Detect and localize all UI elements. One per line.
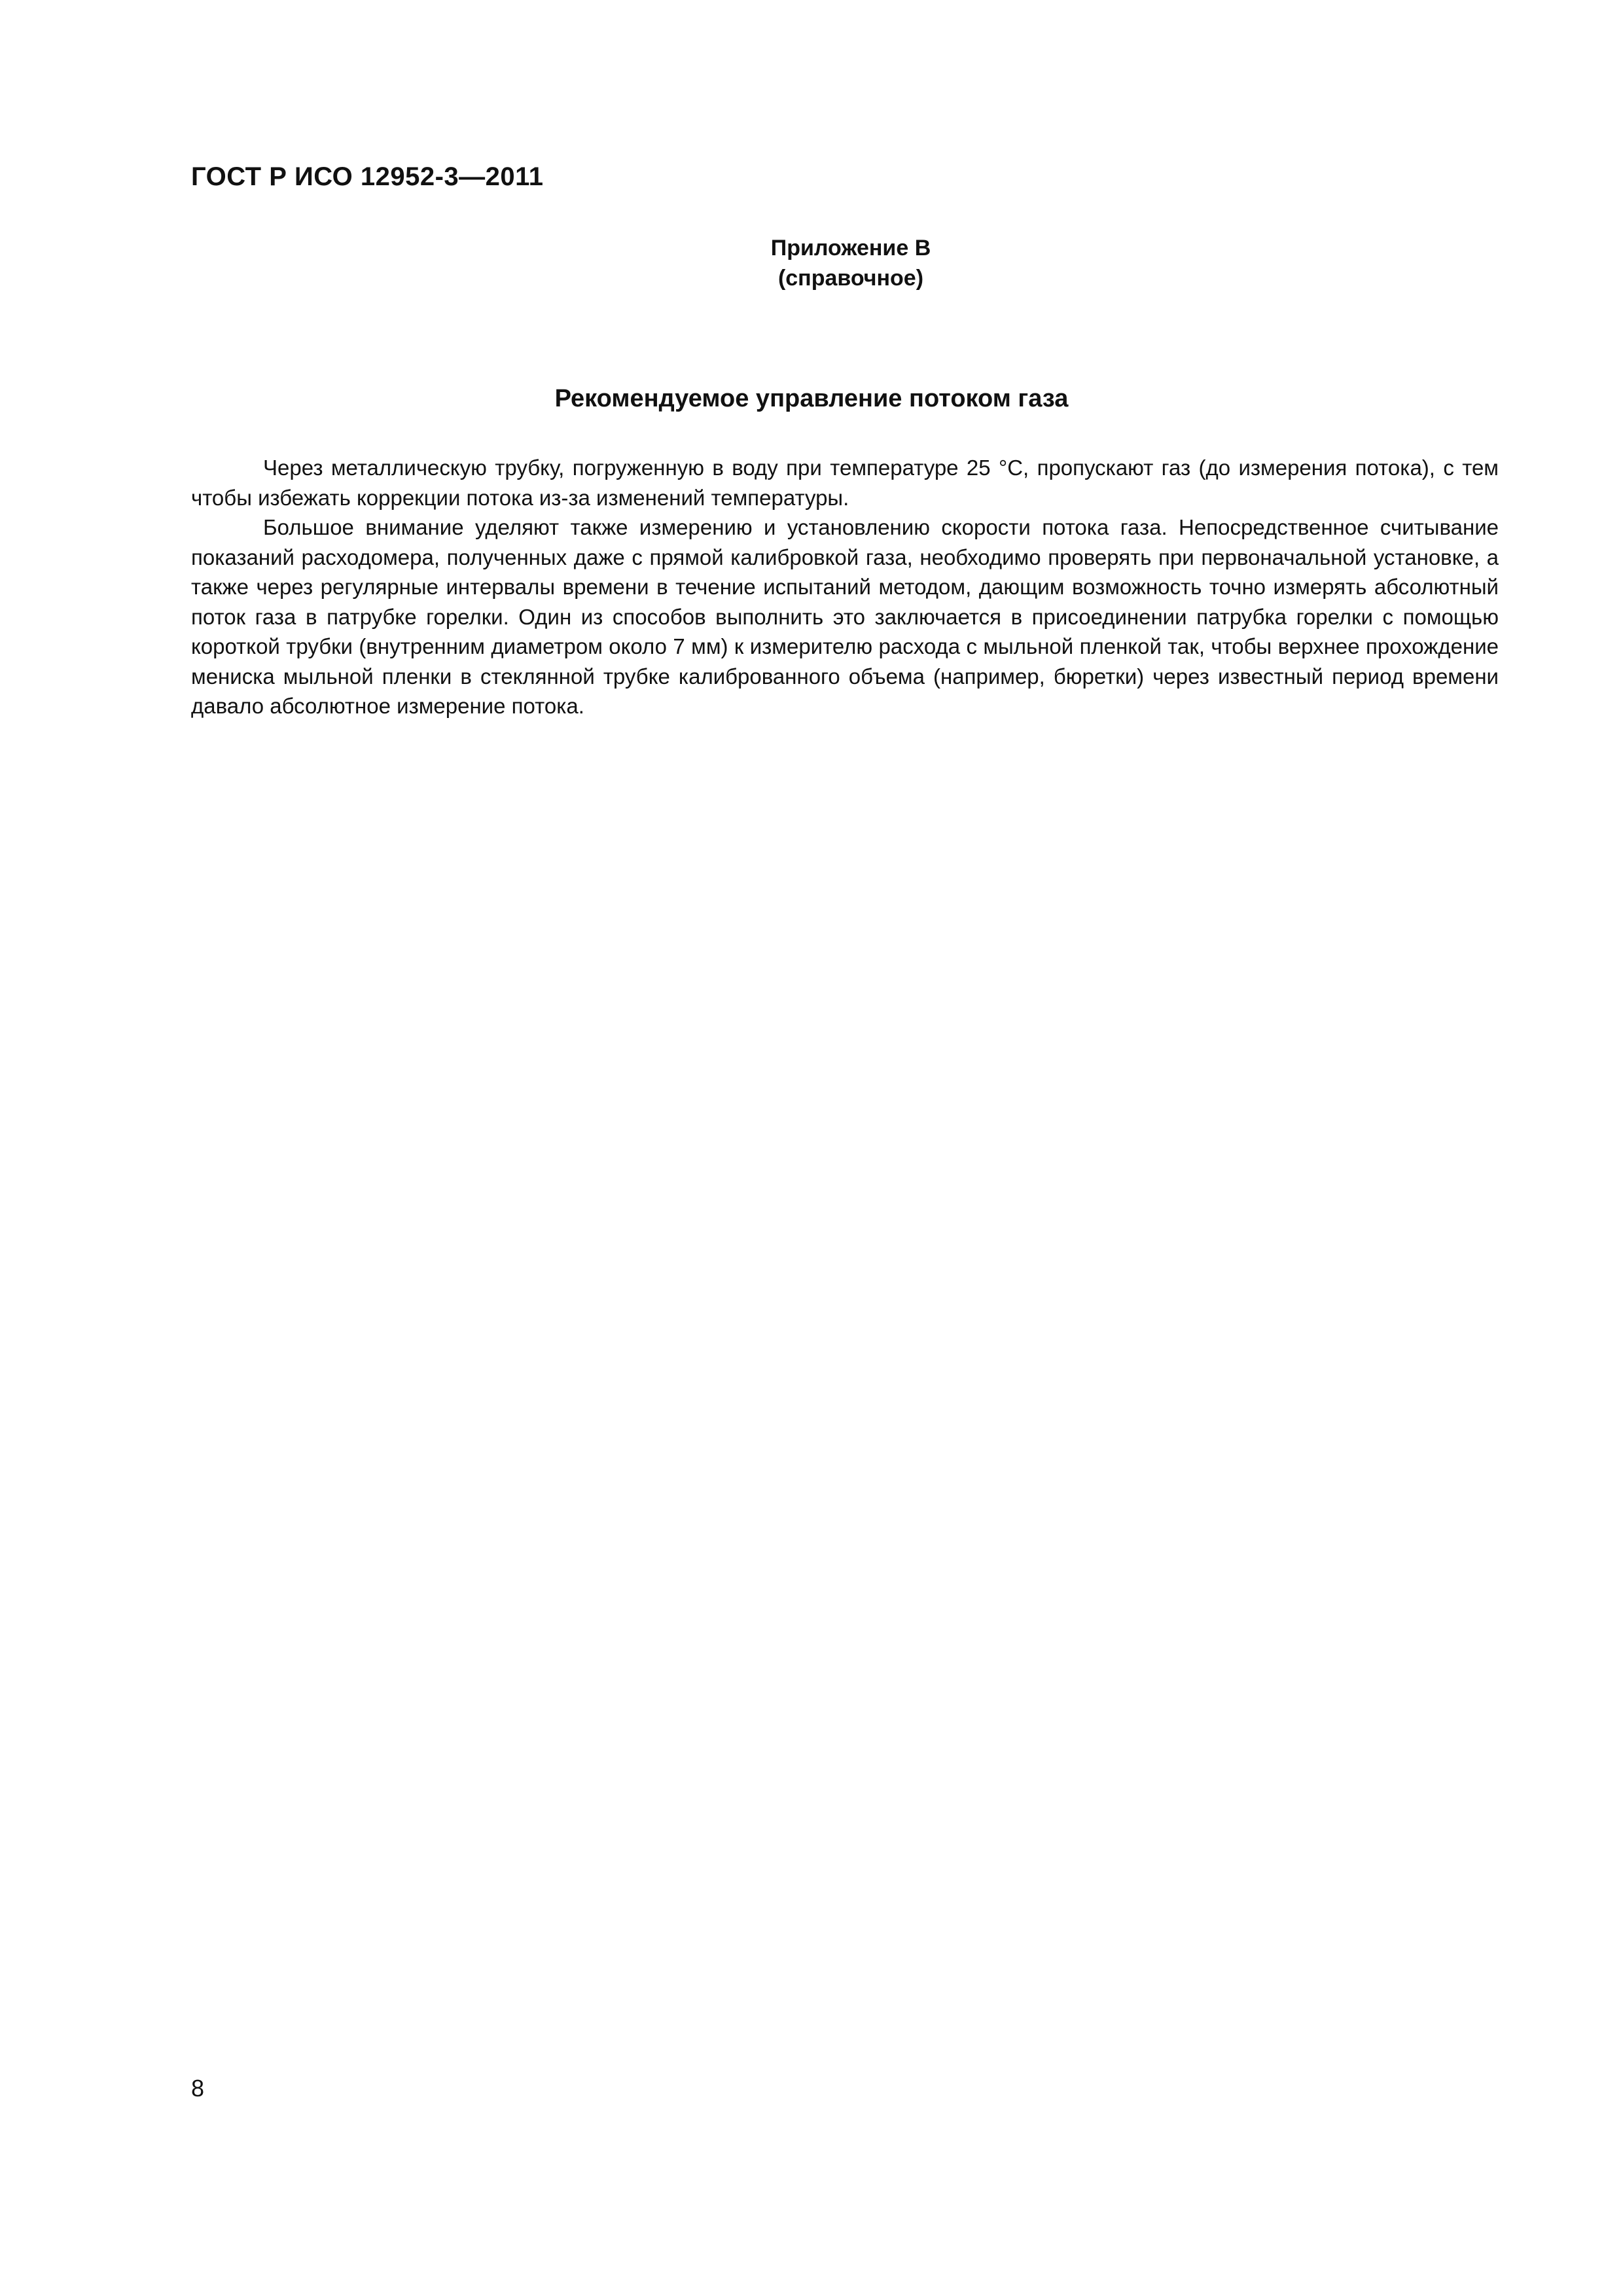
section-title: Рекомендуемое управление потоком газа — [554, 385, 1069, 412]
page-number: 8 — [191, 2075, 205, 2102]
annex-status: (справочное) — [777, 266, 924, 291]
paragraph-2: Большое внимание уделяют также измерению и установлению скорости потока газа. Непосредственное считывание показаний расходомера, полученных даже с прямой калибровкой газа, необходимо проверять при первоначальной установке, а также через регулярные интервалы времени в течение испытаний методом, дающим возможность точно измерять абсолютный поток газа в патрубке горелки. Один из способов выполнить это заключается в присоединении патрубка горелки с помощью короткой трубки (внутренним диаметром около 7 мм) к измерителю расхода с мыльной пленкой так, чтобы верхнее прохождение мениска мыльной пленки в стеклянной трубке калиброванного объема (например, бюретки) через известный период времени давало абсолютное измерение потока. — [191, 515, 1499, 718]
paragraph-1: Через металлическую трубку, погруженную в воду при температуре 25 °С, пропускают газ (до измерения потока), с тем чтобы избежать коррекции потока из-за изменений температуры. — [191, 456, 1499, 510]
body-text — [191, 453, 1499, 721]
document-standard-id: ГОСТ Р ИСО 12952-3—2011 — [191, 162, 544, 191]
annex-title: Приложение В — [770, 236, 931, 260]
